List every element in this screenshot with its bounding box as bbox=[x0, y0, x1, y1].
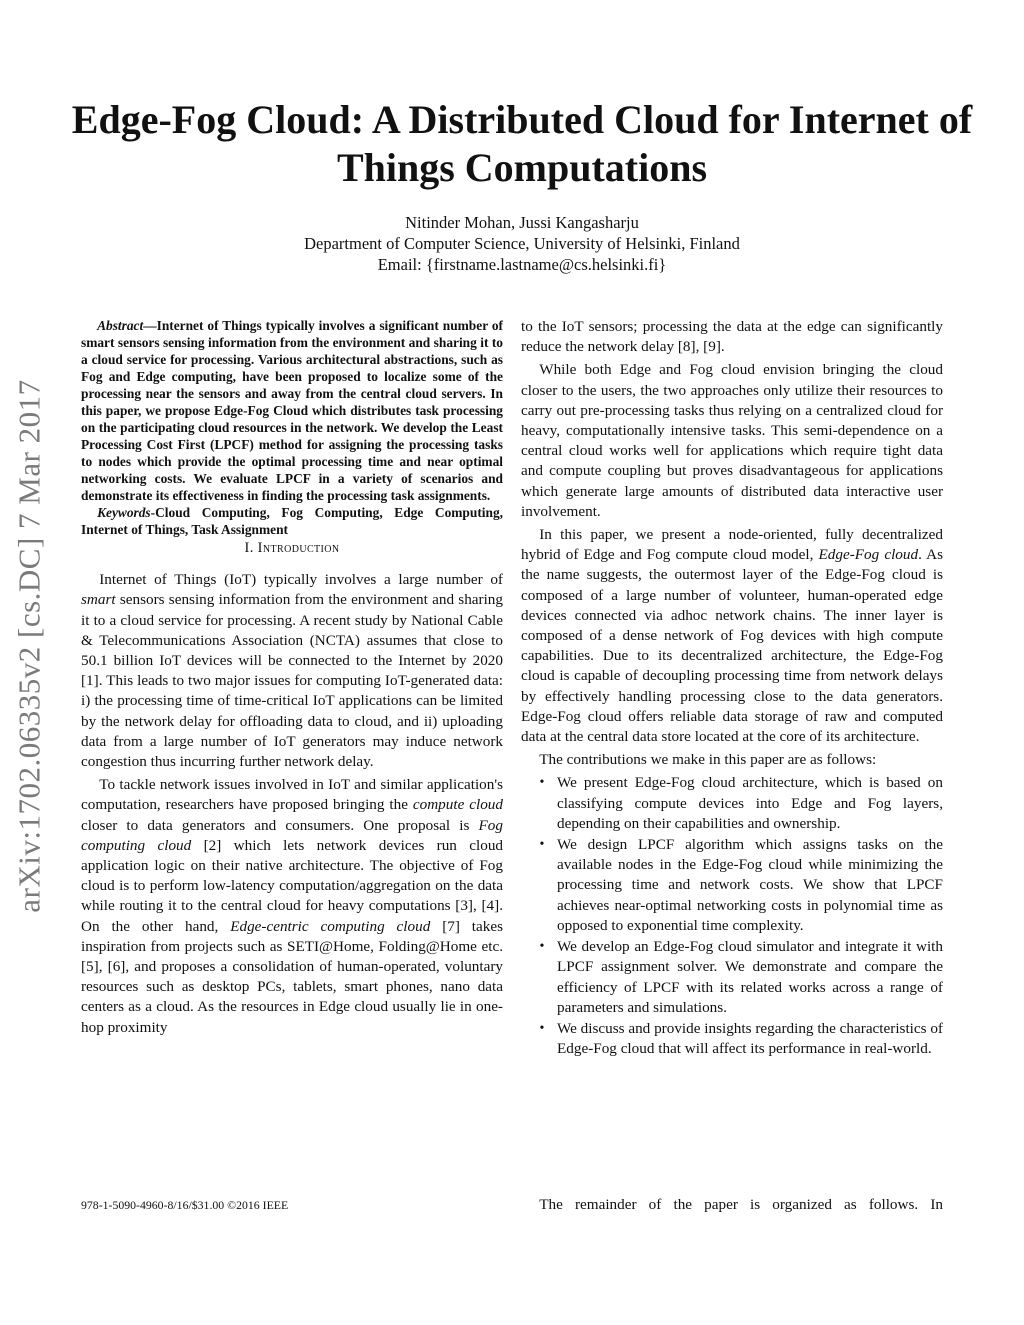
list-item: • We design LPCF algorithm which assigns tasks on the available nodes in the Edge-Fog cloud while minimizing the processing time and network costs. We show that LPCF achieves near-optimal networking costs in polynomial time as opposed to exponential time complexity. bbox=[521, 835, 943, 936]
intro-paragraph-1: Internet of Things (IoT) typically involves a large number of smart sensors sensing information from the environment and sharing it to a cloud service for processing. A recent study by National Cable & Telecommunications Association (NCTA) assumes that close to 50.1 billion IoT devices will be connected to the Internet by 2020 [1]. This leads to two major issues for computing IoT-generated data: i) the processing time of time-critical IoT applications can be limited by the network delay for offloading data to cloud, and ii) uploading data from a large number of IoT generators may induce network congestion thus incurring further network delay. bbox=[81, 571, 503, 771]
bullet-icon: • bbox=[539, 837, 545, 853]
left-column bbox=[81, 317, 503, 1041]
bullet-icon: • bbox=[539, 939, 545, 955]
right-column bbox=[521, 317, 943, 1065]
abstract-text: —Internet of Things typically involves a significant number of smart sensors sensing information from the environment and sharing it to a cloud service for processing. Various architectural abstractions, such as Fog and Edge computing, have been proposed to localize some of the processing near the sensors and away from the central cloud servers. In this paper, we propose Edge-Fog Cloud which distributes task processing on the participating cloud resources in the network. We develop the Least Processing Cost First (LPCF) method for assigning the processing tasks to nodes which provide the optimal processing time and near optimal networking costs. We evaluate LPCF in a variety of scenarios and demonstrate its effectiveness in finding the processing task assignments. bbox=[81, 318, 503, 503]
intro-paragraph-3: While both Edge and Fog cloud envision bringing the cloud closer to the users, the two approaches only utilize their resources to carry out pre-processing tasks thus relying on a centralized cloud for heavy, computationally intensive tasks. This semi-dependence on a central cloud works well for applications which require tight data and compute coupling but proves disadvantageous for applications which generate large amounts of distributed data interactive user involvement. bbox=[521, 361, 943, 520]
intro-paragraph-6: The remainder of the paper is organized as follows. In bbox=[539, 1196, 943, 1213]
list-item: • We present Edge-Fog cloud architecture, which is based on classifying compute devices into Edge and Fog layers, depending on their capabilities and ownership. bbox=[521, 773, 943, 834]
paper-title: Edge-Fog Cloud: A Distributed Cloud for Internet of Things Computations bbox=[71, 97, 973, 190]
bullet-icon: • bbox=[539, 775, 545, 791]
intro-paragraph-2-continued: to the IoT sensors; processing the data at the edge can significantly reduce the network delay [8], [9]. bbox=[521, 318, 943, 356]
abstract-label: Abstract bbox=[97, 318, 144, 333]
keywords bbox=[81, 504, 503, 538]
arxiv-identifier-text: arXiv:1702.06335v2 [cs.DC] 7 Mar 2017 bbox=[12, 379, 48, 913]
author-email: Email: {firstname.lastname@cs.helsinki.fi} bbox=[377, 255, 667, 274]
section-heading-introduction: I. Introduction bbox=[244, 540, 340, 556]
author-affiliation: Department of Computer Science, University of Helsinki, Finland bbox=[304, 234, 740, 253]
author-names: Nitinder Mohan, Jussi Kangasharju bbox=[405, 213, 639, 232]
bullet-icon: • bbox=[539, 1020, 545, 1036]
keywords-text: -Cloud Computing, Fog Computing, Edge Computing, Internet of Things, Task Assignment bbox=[81, 505, 503, 537]
contributions-list bbox=[521, 773, 943, 1059]
copyright-footer: 978-1-5090-4960-8/16/$31.00 ©2016 IEEE bbox=[81, 1198, 289, 1212]
list-item: • We discuss and provide insights regarding the characteristics of Edge-Fog cloud that will affect its performance in real-world. bbox=[521, 1019, 943, 1059]
list-item: • We develop an Edge-Fog cloud simulator and integrate it with LPCF assignment solver. We demonstrate and compare the efficiency of LPCF with its related works across a range of parameters and simulations. bbox=[521, 937, 943, 1018]
author-block bbox=[60, 212, 984, 275]
intro-paragraph-5: The contributions we make in this paper are as follows: bbox=[539, 751, 877, 769]
abstract bbox=[81, 317, 503, 504]
keywords-label: Keywords bbox=[97, 505, 151, 520]
intro-paragraph-2: To tackle network issues involved in IoT and similar application's computation, researchers have proposed bringing the compute cloud closer to data generators and consumers. One proposal is Fog computing cloud [2] which lets network devices run cloud application logic on their native architecture. The objective of Fog cloud is to perform low-latency computation/aggregation on the data while routing it to the central cloud for heavy computations [3], [4]. On the other hand, Edge-centric computing cloud [7] takes inspiration from projects such as SETI@Home, Folding@Home etc. [5], [6], and proposes a consolidation of human-operated, voluntary resources such as desktop PCs, tablets, smart phones, nano data centers as a cloud. As the resources in Edge cloud usually lie in one-hop proximity bbox=[81, 776, 504, 1036]
intro-paragraph-4: In this paper, we present a node-oriented, fully decentralized hybrid of Edge and Fog compute cloud model, Edge-Fog cloud. As the name suggests, the outermost layer of the Edge-Fog cloud is composed of a large number of volunteer, human-operated edge devices connected via adhoc network chains. The inner layer is composed of a dense network of Fog devices with high compute capabilities. Due to its decentralized architecture, the Edge-Fog cloud is capable of decoupling processing time from network delays by effectively handling processing close to the data generators. Edge-Fog cloud offers reliable data storage of raw and computed data at the central data store located at the core of its architecture. bbox=[521, 526, 943, 746]
arxiv-identifier bbox=[12, 356, 48, 936]
